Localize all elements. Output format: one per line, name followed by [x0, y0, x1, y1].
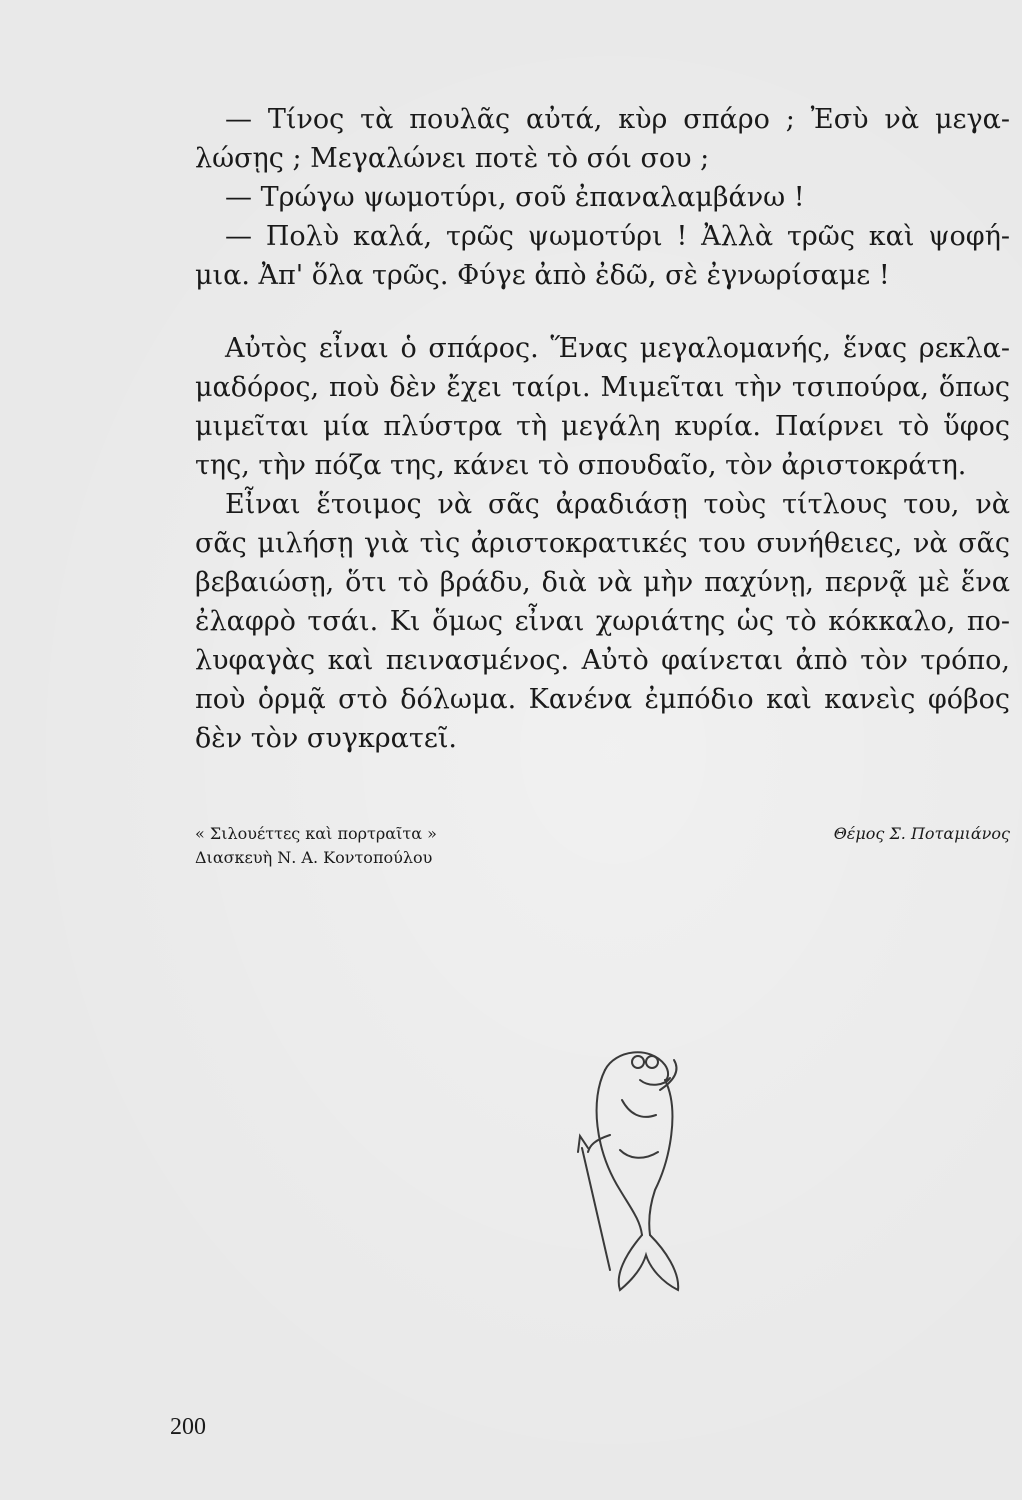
fish-tail	[619, 1235, 678, 1290]
text-line: δὲν τὸν συγκρατεῖ.	[195, 723, 457, 754]
source-title: « Σιλουέττες καὶ πορτραῖτα »	[195, 824, 437, 843]
text-line: μιμεῖται μία πλύστρα τὴ μεγάλη κυρία. Παίρνει τὸ ὕφος	[195, 411, 1010, 442]
spear-shaft	[582, 1148, 610, 1270]
text-line: της, τὴν πόζα της, κάνει τὸ σπουδαῖο, τὸν ἀριστοκράτη.	[195, 450, 967, 481]
text-line: — Πολὺ καλά, τρῶς ψωμοτύρι ! Ἀλλὰ τρῶς καὶ ψοφή-	[225, 221, 1010, 252]
dialogue-block	[195, 100, 1010, 295]
text-line: ποὺ ὁρμᾷ στὸ δόλωμα. Κανένα ἐμπόδιο καὶ κανεὶς φόβος	[195, 684, 1010, 715]
text-line: μαδόρος, ποὺ δὲν ἔχει ταίρι. Μιμεῖται τὴν τσιπούρα, ὅπως	[195, 372, 1010, 403]
text-line: Εἶναι ἕτοιμος νὰ σᾶς ἀραδιάσῃ τοὺς τίτλους του, νὰ	[225, 489, 1010, 520]
text-line: σᾶς μιλήσῃ γιὰ τὶς ἀριστοκρατικές του συνήθειες, νὰ σᾶς	[195, 528, 1010, 559]
page-number: 200	[170, 1414, 206, 1440]
text-line: — Τίνος τὰ πουλᾶς αὐτά, κὺρ σπάρο ; Ἐσὺ νὰ μεγα-	[225, 104, 1010, 135]
main-text	[195, 100, 1010, 758]
adaptation-credit: Διασκευὴ Ν. Α. Κοντοπούλου	[195, 848, 433, 867]
text-line: ἐλαφρὸ τσάι. Κι ὅμως εἶναι χωριάτης ὡς τὸ κόκκαλο, πο-	[195, 606, 1010, 637]
text-line: βεβαιώσῃ, ὅτι τὸ βράδυ, διὰ νὰ μὴν παχύνῃ, περνᾷ μὲ ἕνα	[195, 567, 1010, 598]
paragraph-gap	[195, 295, 1010, 329]
author-name: Θέμος Σ. Ποταμιάνος	[833, 824, 1010, 843]
scale-line	[620, 1150, 658, 1158]
text-line: μια. Ἀπ' ὅλα τρῶς. Φύγε ἀπὸ ἐδῶ, σὲ ἐγνωρίσαμε !	[195, 260, 890, 291]
text-line: — Τρώγω ψωμοτύρι, σοῦ ἐπαναλαμβάνω !	[225, 182, 805, 213]
paragraph-2	[195, 485, 1010, 758]
paragraph-1	[195, 329, 1010, 485]
fish-back	[597, 1070, 642, 1235]
gill-line	[622, 1100, 656, 1117]
text-line: λώσῃς ; Μεγαλώνει ποτὲ τὸ σόι σου ;	[195, 143, 710, 174]
fish-illustration	[570, 1040, 720, 1300]
text-line: Αὐτὸς εἶναι ὁ σπάρος. Ἕνας μεγαλομανής, ἕνας ρεκλα-	[225, 333, 1010, 364]
fish-eye	[632, 1056, 644, 1068]
fish-belly	[649, 1080, 672, 1235]
text-line: λυφαγὰς καὶ πεινασμένος. Αὐτὸ φαίνεται ἀπὸ τὸν τρόπο,	[195, 645, 1010, 676]
monocle	[646, 1056, 658, 1068]
